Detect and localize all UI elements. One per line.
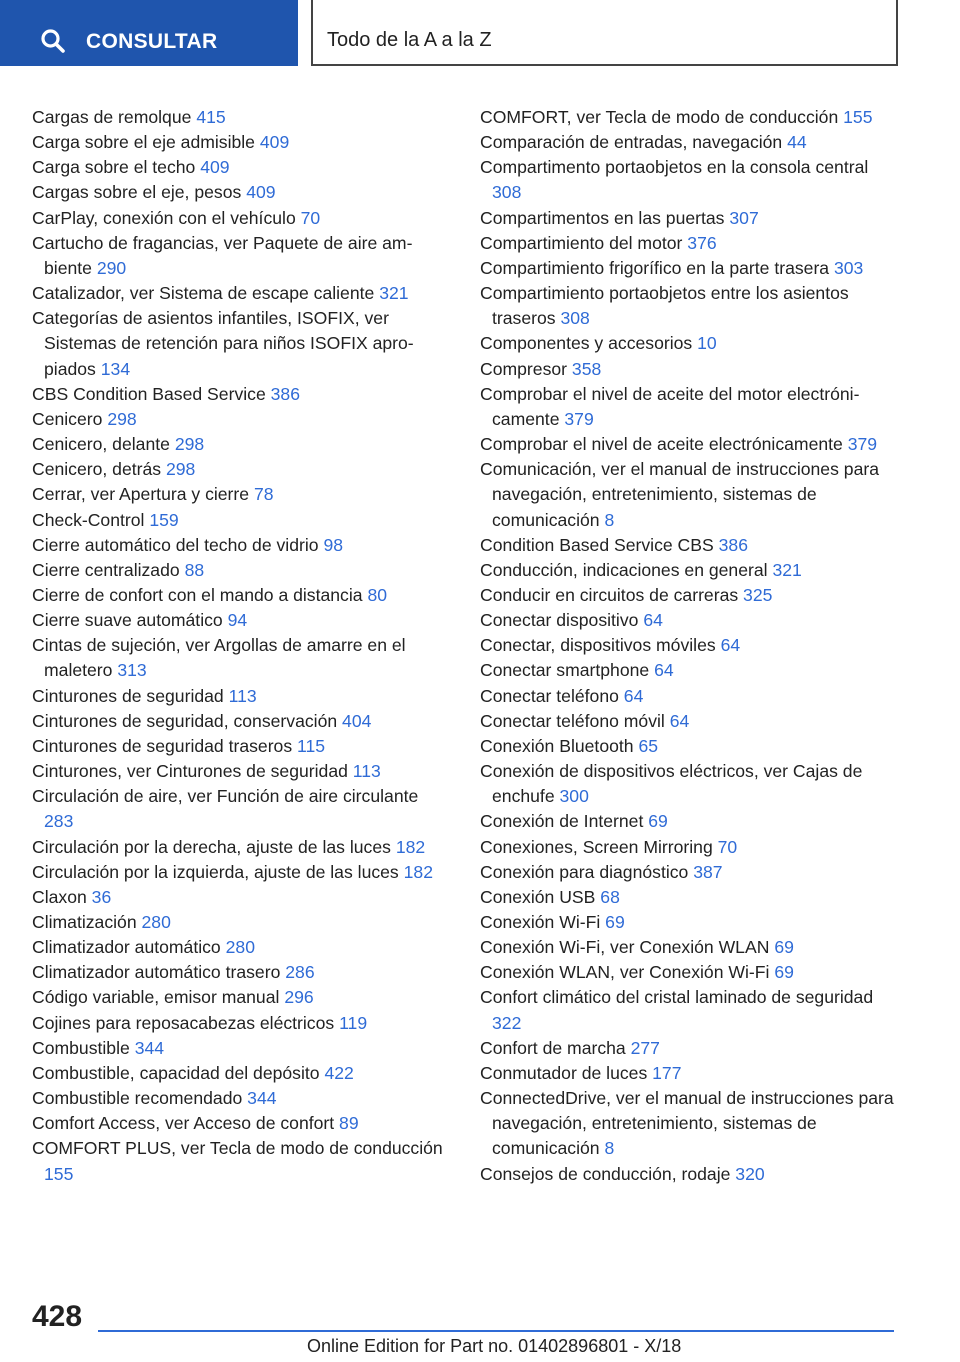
index-entry — [32, 684, 444, 709]
index-entry-term: Conexión Wi-Fi — [480, 912, 601, 932]
index-entry — [480, 432, 895, 457]
index-entry-page-link[interactable]: 298 — [165, 459, 196, 480]
index-entry — [480, 935, 895, 960]
index-entry — [32, 432, 444, 457]
index-entry-term: Compartimiento portaobjetos entre los asientos traseros — [480, 283, 849, 329]
index-entry-page-link[interactable]: 379 — [564, 408, 594, 429]
index-entry — [480, 1036, 895, 1061]
index-entry — [32, 155, 444, 180]
index-entry-term: Conectar smartphone — [480, 660, 650, 681]
index-entry-term: Conmutador de luces — [480, 1062, 648, 1083]
index-entry-page-link[interactable]: 308 — [560, 308, 590, 329]
index-entry-term: Conexión USB — [480, 886, 596, 907]
index-entry — [480, 1061, 895, 1086]
index-entry-term: Compartimento portaobjetos en la consola central — [480, 157, 869, 178]
index-entry-page-link[interactable]: 64 — [720, 635, 741, 656]
index-entry-page-link[interactable]: 64 — [654, 660, 674, 681]
index-entry — [32, 910, 444, 935]
index-entry — [32, 533, 444, 558]
index-entry-term: Circulación por la izquierda, ajuste de las luces — [32, 861, 399, 882]
index-entry-page-link[interactable]: 44 — [787, 132, 807, 153]
index-entry-term: Confort de marcha — [480, 1037, 626, 1058]
index-entry-term: CarPlay, conexión con el vehículo — [32, 207, 296, 228]
index-entry-term: Cartucho de fragancias, ver Paquete de aire ambiente — [32, 232, 413, 278]
index-entry — [480, 533, 895, 558]
index-entry — [480, 155, 895, 205]
index-entry-page-link[interactable]: 280 — [141, 912, 171, 932]
index-entry-term: Conexión WLAN, ver Conexión Wi-Fi — [480, 962, 770, 983]
index-entry-page-link[interactable]: 155 — [843, 107, 873, 127]
index-entry-term: Compartimiento frigorífico en la parte trasera — [480, 257, 830, 278]
index-entry-page-link[interactable]: 300 — [559, 786, 589, 807]
index-entry — [32, 885, 444, 910]
index-entry-page-link[interactable]: 376 — [687, 232, 717, 253]
index-entry-page-link[interactable]: 296 — [284, 987, 314, 1008]
consult-tab[interactable] — [0, 0, 298, 66]
index-entry — [32, 860, 444, 885]
index-entry-page-link[interactable]: 404 — [342, 710, 372, 731]
consult-label: CONSULTAR — [86, 30, 218, 53]
index-entry — [32, 608, 444, 633]
index-entry — [480, 206, 895, 231]
index-entry — [32, 407, 444, 432]
index-entry — [480, 583, 895, 608]
index-entry-page-link[interactable]: 134 — [100, 358, 131, 379]
index-entry-term: Conectar, dispositivos móviles — [480, 635, 716, 656]
index-entry — [32, 784, 444, 834]
index-entry — [32, 508, 444, 533]
footer-divider — [98, 1330, 894, 1332]
index-entry-term: Comunicación, ver el manual de instrucciones para navegación, entretenimiento, sistemas de comunicación — [480, 459, 879, 530]
index-entry-page-link[interactable]: 69 — [774, 962, 794, 983]
index-entry — [32, 482, 444, 507]
index-entry-page-link[interactable]: 344 — [247, 1088, 277, 1109]
index-entry — [480, 281, 895, 331]
index-entry — [480, 835, 895, 860]
index-entry-term: COMFORT PLUS, ver Tecla de modo de conducción — [32, 1138, 443, 1159]
index-entry-term: Cinturones de seguridad — [32, 685, 224, 706]
index-entry-term: Conexión para diagnóstico — [480, 861, 689, 882]
index-entry — [32, 835, 444, 860]
index-entry — [32, 583, 444, 608]
index-entry-page-link[interactable]: 409 — [246, 182, 276, 203]
index-entry-page-link[interactable]: 387 — [693, 861, 723, 882]
index-entry-term: Circulación de aire, ver Función de aire circulante — [32, 786, 419, 807]
index-entry-page-link[interactable]: 322 — [492, 1012, 522, 1033]
page-number: 428 — [32, 1300, 83, 1333]
index-entry-page-link[interactable]: 415 — [196, 107, 226, 127]
index-entry-term: Cargas de remolque — [32, 107, 192, 127]
index-entry-term: Cierre automático del techo de vidrio — [32, 534, 319, 555]
index-entry-page-link[interactable]: 80 — [367, 584, 388, 605]
index-entry-term: Catalizador, ver Sistema de escape caliente — [32, 283, 375, 304]
index-entry — [32, 231, 444, 281]
index-entry-page-link[interactable]: 113 — [352, 761, 381, 782]
index-entry — [480, 759, 895, 809]
index-entry — [32, 935, 444, 960]
breadcrumb-label: Todo de la A a la Z — [327, 29, 492, 51]
index-entry-term: Climatizador automático — [32, 937, 221, 958]
index-entry-page-link[interactable]: 358 — [571, 358, 602, 379]
index-entry — [32, 1011, 444, 1036]
index-entry-term: Compartimiento del motor — [480, 232, 683, 253]
index-entry — [32, 558, 444, 583]
index-entry-term: Combustible, capacidad del depósito — [32, 1062, 320, 1083]
index-column-right — [480, 105, 895, 1187]
index-entry-term: Combustible — [32, 1037, 130, 1058]
index-entry-page-link[interactable]: 277 — [630, 1037, 660, 1058]
index-entry-page-link[interactable]: 69 — [648, 811, 668, 832]
index-entry — [480, 382, 895, 432]
index-entry-term: Compresor — [480, 358, 568, 379]
index-entry-term: Compartimentos en las puertas — [480, 207, 725, 228]
index-entry-term: Código variable, emisor manual — [32, 987, 280, 1008]
index-entry-page-link[interactable]: 298 — [174, 434, 205, 455]
index-entry-page-link[interactable]: 182 — [395, 836, 426, 857]
index-entry-page-link[interactable]: 298 — [107, 408, 137, 429]
index-entry-page-link[interactable]: 320 — [735, 1163, 765, 1184]
index-entry — [32, 1036, 444, 1061]
index-entry — [32, 306, 444, 381]
index-entry — [32, 1111, 444, 1136]
index-entry-term: Conexión Wi-Fi, ver Conexión WLAN — [480, 937, 770, 958]
index-entry-term: CBS Condition Based Service — [32, 383, 266, 404]
index-entry-page-link[interactable]: 69 — [774, 937, 794, 958]
index-entry — [480, 910, 895, 935]
index-entry — [32, 734, 444, 759]
index-entry-term: Categorías de asientos infantiles, ISOFIX, ver Sistemas de retención para niños ISOFIX apropiados — [32, 308, 414, 379]
index-entry — [32, 633, 444, 683]
index-column-left — [32, 105, 444, 1187]
index-entry-term: Comprobar el nivel de aceite electrónicamente — [480, 434, 843, 455]
footer-edition: Online Edition for Part no. 01402896801 - X/18 — [307, 1336, 682, 1356]
index-entry-page-link[interactable]: 307 — [729, 207, 759, 228]
index-entry-page-link[interactable]: 69 — [605, 912, 625, 932]
index-entry-term: Cenicero — [32, 408, 103, 429]
index-entry-term: ConnectedDrive, ver el manual de instrucciones para navegación, entretenimiento, sistemas de comunicación — [480, 1088, 894, 1159]
index-entry-term: Conexiones, Screen Mirroring — [480, 836, 713, 857]
index-entry-term: Cinturones, ver Cinturones de seguridad — [32, 761, 348, 782]
index-entry — [32, 1086, 444, 1111]
index-entry — [480, 1086, 895, 1161]
index-entry-page-link[interactable]: 68 — [600, 886, 620, 907]
index-entry-term: Conexión de dispositivos eléctricos, ver Cajas de enchufe — [480, 761, 863, 807]
index-entry-page-link[interactable]: 159 — [149, 509, 179, 530]
index-entry-term: Confort climático del cristal laminado de seguridad — [480, 987, 874, 1008]
index-entry-page-link[interactable]: 422 — [324, 1062, 354, 1083]
index-entry-page-link[interactable]: 70 — [717, 836, 738, 857]
index-entry — [32, 759, 444, 784]
index-entry-page-link[interactable]: 321 — [772, 559, 802, 580]
index-entry-page-link[interactable]: 155 — [44, 1163, 74, 1184]
index-entry — [480, 985, 895, 1035]
index-entry-term: Componentes y accesorios — [480, 333, 693, 354]
index-entry-term: Condition Based Service CBS — [480, 534, 714, 555]
index-entry-page-link[interactable]: 409 — [200, 157, 230, 178]
index-entry-page-link[interactable]: 64 — [623, 685, 644, 706]
index-entry-page-link[interactable]: 325 — [743, 584, 773, 605]
index-entry — [480, 633, 895, 658]
index-entry — [32, 1061, 444, 1086]
index-entry — [32, 382, 444, 407]
index-entry-term: Comparación de entradas, navegación — [480, 132, 783, 153]
index-entry-term: Climatizador automático trasero — [32, 962, 281, 983]
index-entry-page-link[interactable]: 70 — [300, 207, 321, 228]
index-entry-term: Cargas sobre el eje, pesos — [32, 182, 242, 203]
index-entry-term: Cerrar, ver Apertura y cierre — [32, 484, 250, 505]
index-entry — [32, 130, 444, 155]
index-entry-term: Cintas de sujeción, ver Argollas de amarre en el maletero — [32, 635, 406, 681]
index-entry-term: Carga sobre el techo — [32, 157, 196, 178]
index-entry — [480, 256, 895, 281]
index-entry — [480, 357, 895, 382]
index-entry-page-link[interactable]: 10 — [697, 333, 717, 354]
index-entry — [32, 985, 444, 1010]
index-entry — [480, 1162, 895, 1187]
index-entry-term: Conducir en circuitos de carreras — [480, 584, 739, 605]
index-entry — [480, 231, 895, 256]
index-entry — [480, 558, 895, 583]
index-entry-page-link[interactable]: 65 — [638, 735, 659, 756]
index-entry-page-link[interactable]: 113 — [228, 685, 257, 706]
index-entry-term: Carga sobre el eje admisible — [32, 132, 255, 153]
index-entry-page-link[interactable]: 308 — [492, 182, 522, 203]
index-entry — [32, 105, 444, 130]
index-entry-term: Conexión de Internet — [480, 811, 644, 832]
index-entry — [480, 684, 895, 709]
index-entry-term: Conectar teléfono — [480, 685, 619, 706]
index-entry — [32, 206, 444, 231]
index-entry-term: Cinturones de seguridad traseros — [32, 735, 293, 756]
search-icon — [40, 28, 66, 54]
index-entry-term: Comprobar el nivel de aceite del motor electrónicamente — [480, 383, 860, 429]
index-entry-page-link[interactable]: 8 — [604, 509, 615, 530]
index-entry-page-link[interactable]: 64 — [643, 610, 663, 631]
index-entry-page-link[interactable]: 115 — [297, 735, 326, 756]
index-entry — [32, 960, 444, 985]
index-entry-page-link[interactable]: 98 — [323, 534, 344, 555]
index-entry-term: Claxon — [32, 886, 87, 907]
page-header — [0, 0, 960, 66]
index-entry-page-link[interactable]: 344 — [134, 1037, 165, 1058]
index-entry — [480, 130, 895, 155]
index-entry-page-link[interactable]: 119 — [339, 1012, 368, 1033]
index-entry-page-link[interactable]: 386 — [718, 534, 748, 555]
index-entry — [32, 709, 444, 734]
index-entry — [480, 457, 895, 532]
index-entry-term: Cojines para reposacabezas eléctricos — [32, 1012, 335, 1033]
index-entry-page-link[interactable]: 283 — [44, 811, 74, 832]
index-entry-term: Cinturones de seguridad, conservación — [32, 710, 338, 731]
index-entry — [32, 1136, 444, 1186]
index-entry-term: Consejos de conducción, rodaje — [480, 1163, 731, 1184]
index-entry-term: Cenicero, detrás — [32, 459, 162, 480]
index-entry-page-link[interactable]: 94 — [227, 610, 248, 631]
index-entry — [480, 860, 895, 885]
index-entry — [480, 809, 895, 834]
index-entry-term: Conducción, indicaciones en general — [480, 559, 768, 580]
index-entry-term: Cenicero, delante — [32, 434, 170, 455]
index-entry-term: Cierre suave automático — [32, 610, 223, 631]
index-entry-term: Combustible recomendado — [32, 1088, 243, 1109]
index-entry-page-link[interactable]: 36 — [91, 886, 112, 907]
index-entry-page-link[interactable]: 321 — [379, 283, 409, 304]
index-entry-term: Circulación por la derecha, ajuste de las luces — [32, 836, 391, 857]
breadcrumb — [311, 0, 898, 66]
index-entry-term: COMFORT, ver Tecla de modo de conducción — [480, 107, 839, 127]
index-entry — [480, 960, 895, 985]
index-entry-page-link[interactable]: 89 — [339, 1113, 359, 1134]
index-entry-page-link[interactable]: 286 — [285, 962, 315, 983]
index-entry — [480, 658, 895, 683]
index-entry-term: Conectar dispositivo — [480, 610, 639, 631]
index-entry-term: Conexión Bluetooth — [480, 735, 634, 756]
index-entry-page-link[interactable]: 290 — [96, 257, 127, 278]
index-entry-term: Check-Control — [32, 509, 145, 530]
index-entry — [480, 105, 895, 130]
index-entry-page-link[interactable]: 182 — [403, 861, 433, 882]
index-entry-page-link[interactable]: 177 — [652, 1062, 682, 1083]
index-entry-term: Climatización — [32, 912, 137, 932]
index-entry — [480, 734, 895, 759]
index-entry-term: Cierre centralizado — [32, 559, 180, 580]
index-entry-page-link[interactable]: 88 — [184, 559, 205, 580]
index-entry-page-link[interactable]: 64 — [669, 710, 690, 731]
index-entry-page-link[interactable]: 303 — [833, 257, 864, 278]
index-entry — [480, 608, 895, 633]
index-entry-term: Comfort Access, ver Acceso de confort — [32, 1113, 335, 1134]
index-entry-page-link[interactable]: 313 — [117, 660, 147, 681]
index-entry-page-link[interactable]: 8 — [604, 1138, 615, 1159]
index-entry-page-link[interactable]: 78 — [253, 484, 274, 505]
index-entry — [480, 331, 895, 356]
index-entry — [32, 457, 444, 482]
index-entry — [32, 180, 444, 205]
index-entry-page-link[interactable]: 280 — [225, 937, 255, 958]
index-entry-term: Cierre de confort con el mando a distancia — [32, 584, 363, 605]
index-entry — [480, 709, 895, 734]
index-entry-page-link[interactable]: 386 — [270, 383, 300, 404]
index-entry — [32, 281, 444, 306]
index-entry — [480, 885, 895, 910]
index-entry-page-link[interactable]: 409 — [259, 132, 290, 153]
index-entry-term: Conectar teléfono móvil — [480, 710, 665, 731]
index-entry-page-link[interactable]: 379 — [847, 434, 878, 455]
